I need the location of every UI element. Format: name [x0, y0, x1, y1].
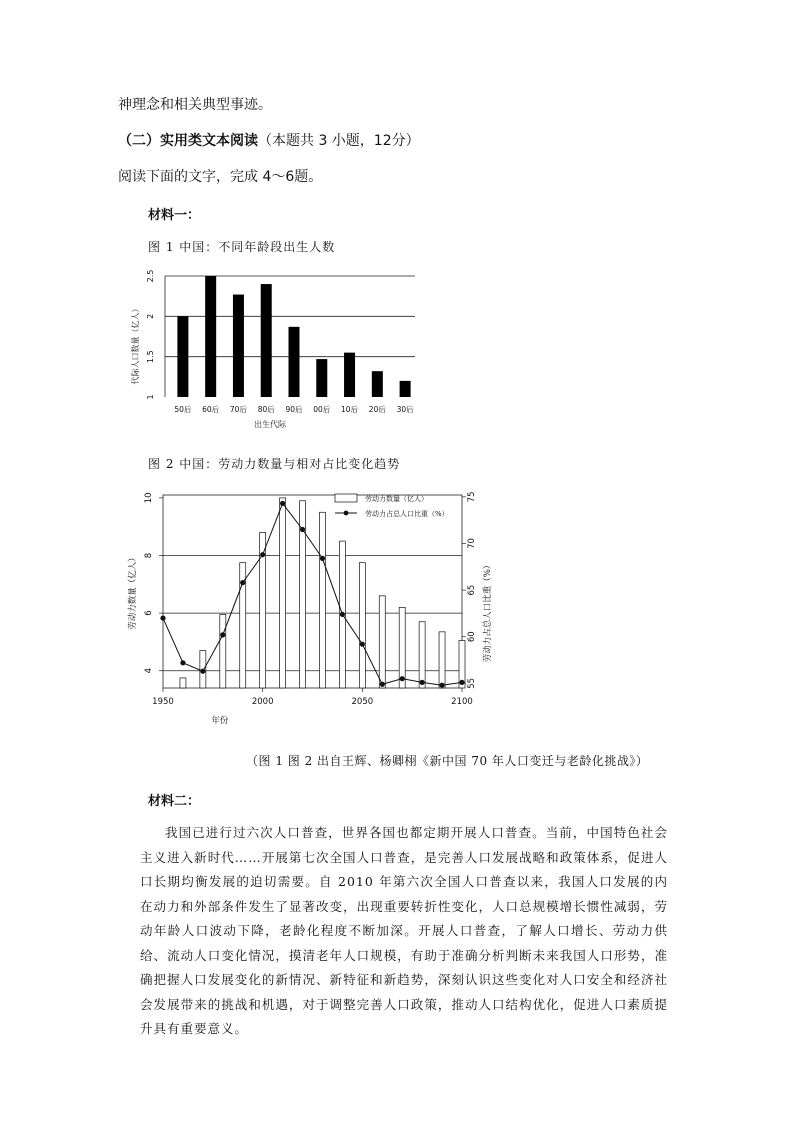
chart2-bar — [399, 607, 405, 688]
chart2-bar — [439, 632, 445, 688]
figure1-title: 图 1 中国：不同年龄段出生人数 — [148, 240, 336, 254]
chart1-bar — [400, 381, 411, 397]
chart2-y-tick-label: 6 — [144, 610, 154, 616]
chart2-legend-bar-label: 劳动力数量（亿人） — [365, 495, 428, 503]
chart2-y-axis-label: 劳动力数量（亿人） — [128, 553, 138, 630]
chart2-legend-bar-swatch — [335, 494, 357, 502]
chart2-line-point — [340, 612, 345, 617]
instruction-text: 阅读下面的文字，完成 4～6题。 — [118, 169, 323, 185]
chart1-x-tick-label: 70后 — [229, 405, 247, 414]
chart1-x-tick-label: 80后 — [257, 405, 275, 414]
chart1-x-tick-label: 00后 — [313, 405, 331, 414]
chart2-line-point — [280, 501, 285, 506]
chart2-line-point — [420, 680, 425, 685]
chart2-legend-line-label: 劳动力占总人口比重（%） — [365, 510, 449, 518]
chart2-bar — [280, 498, 286, 688]
chart1-bar-chart — [110, 260, 430, 440]
chart2-bar — [419, 622, 425, 688]
chart1-bar — [316, 359, 327, 397]
chart1-x-tick-label: 50后 — [174, 405, 192, 414]
chart2-y2-axis-label: 劳动力占总人口比重（%） — [483, 560, 493, 663]
chart2-y2-tick-label: 65 — [467, 584, 477, 596]
figure-source-note: （图 1 图 2 出自王辉、杨卿栩《新中国 70 年人口变迁与老龄化挑战》） — [246, 754, 649, 768]
chart2-line-point — [240, 580, 245, 585]
chart2-x-tick-label: 2000 — [251, 697, 274, 707]
section-heading — [118, 130, 420, 150]
section-title: （二）实用类文本阅读 — [118, 133, 258, 149]
material2-paragraph: 我国已进行过六次人口普查，世界各国也都定期开展人口普查。当前，中国特色社会主义进入新时代……开展第七次全国人口普查，是完善人口发展战略和政策体系，促进人口长期均衡发展的迫切需要。自 2010 年第六次全国人口普查以来，我国人口发展的内在动力和外部条件发生了显著改变，出现重要转折性变化，人口总规模增长惯性减弱，劳动年龄人口波动下降，老龄化程度不断加深。开展人口普查，了解人口增长、劳动力供给、流动人口变化情况，摸清老年人口规模，有助于准确分析判断未来我国人口形势，准确把握人口发展变化的新情况、新特征和新趋势，深刻认识这些变化对人口安全和经济社会发展带来的挑战和机遇，对于调整完善人口政策，推动人口结构优化，促进人口素质提升具有重要意义。 — [140, 825, 668, 1036]
chart1-bar — [205, 276, 216, 397]
chart2-bar — [319, 512, 325, 688]
chart1-x-tick-label: 30后 — [396, 405, 414, 414]
chart2-line-point — [180, 660, 185, 665]
chart1-y-tick-label: 1.5 — [146, 350, 155, 364]
chart2-y-tick-label: 10 — [144, 492, 154, 504]
chart2-bar — [180, 678, 186, 688]
chart2-combo-chart — [120, 480, 520, 740]
chart1-y-tick-label: 2.5 — [146, 269, 155, 283]
chart2-line-point — [380, 682, 385, 687]
chart2-legend-line-marker — [344, 511, 349, 516]
chart1-bar — [177, 316, 188, 397]
chart2-plot-frame — [163, 495, 462, 688]
chart2-y2-tick-label: 75 — [467, 491, 477, 503]
chart1-y-tick-label: 2 — [146, 313, 155, 319]
chart1-x-tick-label: 60后 — [202, 405, 220, 414]
chart2-line-point — [220, 632, 225, 637]
chart1-x-tick-label: 20后 — [368, 405, 386, 414]
chart2-line-point — [320, 556, 325, 561]
chart2-bar — [379, 596, 385, 688]
chart1-bar — [261, 284, 272, 397]
chart2-line-point — [300, 527, 305, 532]
chart2-line-point — [400, 676, 405, 681]
chart2-x-tick-label: 1950 — [152, 697, 174, 707]
chart1-bar — [344, 353, 355, 397]
chart2-bar — [220, 615, 226, 688]
chart1-x-axis-label: 出生代际 — [254, 420, 286, 429]
intro-tail-text: 神理念和相关典型事迹。 — [118, 97, 272, 113]
chart1-bar — [372, 371, 383, 397]
chart2-y-tick-label: 8 — [144, 552, 154, 559]
chart2-line-point — [360, 642, 365, 647]
chart1-bar — [289, 327, 300, 397]
material1-label: 材料一： — [148, 208, 201, 223]
figure2-title: 图 2 中国：劳动力数量与相对占比变化趋势 — [148, 457, 401, 471]
chart1-y-axis-label: 代际人口数量（亿人） — [131, 304, 140, 385]
section-note: （本题共 3 小题，12分） — [258, 133, 420, 149]
chart2-bar — [359, 563, 365, 688]
chart2-series-line — [163, 503, 462, 685]
chart1-bar — [233, 295, 244, 397]
chart2-y2-tick-label: 55 — [467, 677, 477, 689]
chart2-y-tick-label: 4 — [144, 668, 154, 674]
chart2-x-tick-label: 2050 — [351, 697, 374, 707]
chart2-x-axis-label: 年份 — [211, 716, 229, 726]
chart2-y2-tick-label: 70 — [467, 538, 477, 549]
chart2-x-tick-label: 2100 — [451, 697, 473, 707]
chart2-line-point — [439, 683, 444, 688]
chart1-x-tick-label: 10后 — [341, 405, 359, 414]
chart1-x-tick-label: 90后 — [285, 405, 303, 414]
chart2-line-point — [200, 669, 205, 674]
chart2-line-point — [260, 552, 265, 557]
material2-label: 材料二： — [148, 794, 201, 809]
chart2-y2-tick-label: 60 — [467, 631, 477, 643]
chart2-line-point — [459, 680, 464, 685]
chart1-y-tick-label: 1 — [146, 394, 155, 400]
chart2-line-point — [160, 615, 165, 620]
